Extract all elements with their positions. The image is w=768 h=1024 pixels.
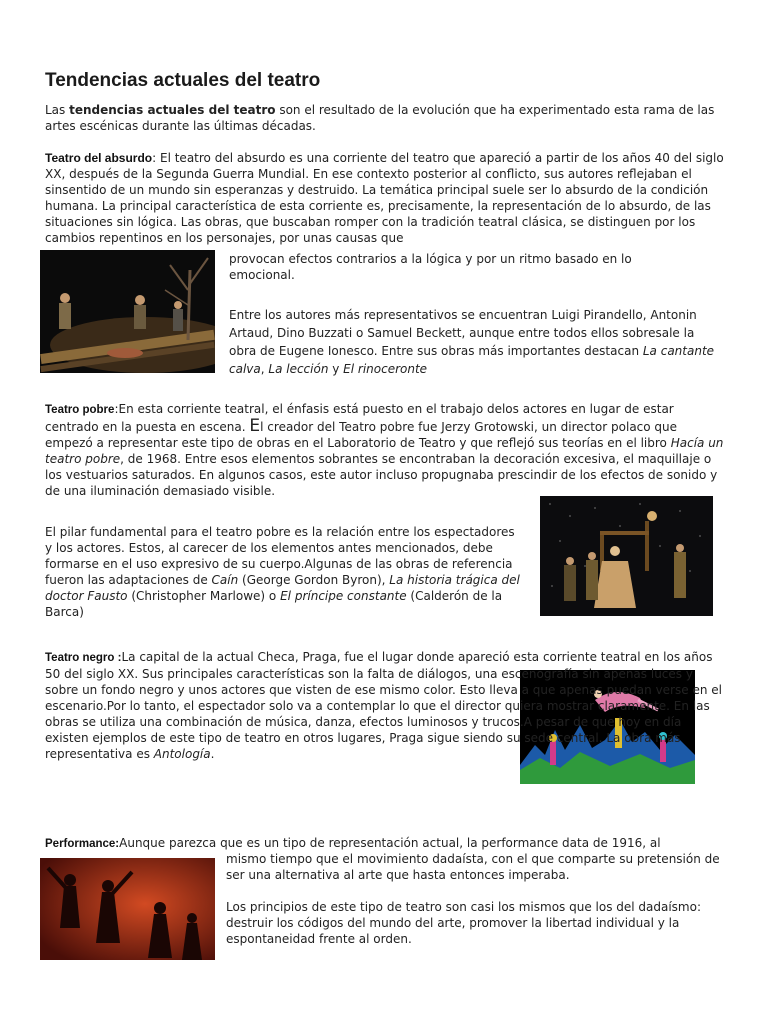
absurdo-stage-photo xyxy=(40,250,215,373)
pobre-text-marlowe: (Christopher Marlowe) o xyxy=(127,589,281,603)
negro-heading: Teatro negro : xyxy=(45,652,122,664)
pobre-text-byron: (George Gordon Byron), xyxy=(238,573,390,587)
pobre-text-c: , de 1968. Entre esos elementos sobrantes se encontraban la decoración excesiva, el maquillaje o los vestuarios saturados. En algunos casos, este autor incluso propugnaba prescindir de los efectos de sonido y de una iluminación demasiado visible. xyxy=(45,452,718,498)
intro-lead: Las xyxy=(45,103,70,117)
work-el-rinoceronte: El rinoceronte xyxy=(343,362,428,376)
work-la-cantante-calva: La cantante calva xyxy=(229,344,715,376)
performance-dancers-photo xyxy=(40,858,215,960)
work-la-leccion: La lección xyxy=(268,362,329,376)
absurdo-paragraph-1 xyxy=(45,150,725,246)
book-title: Hacía un teatro pobre xyxy=(45,436,724,466)
absurdo-heading: Teatro del absurdo xyxy=(45,151,153,165)
work-doctor-fausto: La historia trágica del doctor Fausto xyxy=(45,573,520,603)
negro-text: La capital de la actual Checa, Praga, fue el lugar donde apareció esta corriente teatral en los años 50 del siglo XX. Sus principales características son la falta de diálogos, una escenografía sin apenas luces y sobre un fondo negro y unos actores que visten de ese mismo color. Esto lleva a que apenas puedan verse en el escenario.Por lo tanto, el espectador solo va a contemplar lo que el director quiera mostrar claramente. En las obras se utiliza una combinación de música, danza, efectos luminosos y trucos.A pesar de que hoy en día existen ejemplos de este tipo de teatro en otros lugares, Praga sigue siendo su sede central. La obra más representativa es xyxy=(45,650,722,761)
pobre-paragraph-2 xyxy=(45,524,525,620)
absurdo-authors-text: Entre los autores más representativos se encuentran Luigi Pirandello, Antonin Artaud, Dino Buzzati o Samuel Beckett, aunque entre todos ellos sobresale la obra de Eugene Ionesco. Entre sus obras más importantes destacan xyxy=(229,308,697,358)
performance-paragraph-2: Los principios de este tipo de teatro son casi los mismos que los del dadaísmo: destruir los códigos del mundo del arte, promover la libertad individual y la espontaneidad frente al orden. xyxy=(226,900,702,946)
work-principe-constante: El príncipe constante xyxy=(280,589,407,603)
negro-end-period: . xyxy=(210,747,215,761)
pobre-text-a: :En esta corriente teatral, el énfasis está puesto en el trabajo delos actores en lugar de estar centrado en la puesta en escena. xyxy=(45,402,674,434)
intro-rest: son el resultado de la evolución que ha experimentado esta rama de las artes escénicas durante las últimas décadas. xyxy=(45,103,715,133)
page-title: Tendencias actuales del teatro xyxy=(45,70,321,91)
performance-text-b: mismo tiempo que el movimiento dadaísta, con el que comparte su pretensión de ser una alternativa al arte que hasta entonces imperaba. xyxy=(226,852,720,882)
work-cain: Caín xyxy=(211,573,239,587)
pobre-text-calderon: (Calderón de la Barca) xyxy=(45,589,503,619)
performance-paragraph-1 xyxy=(45,835,745,852)
absurdo-text: : El teatro del absurdo es una corriente del teatro que apareció a partir de los años 40 del siglo XX, después de la Segunda Guerra Mundial. En ese contexto posterior al conflicto, sus autores reflejaban el sinsentido de un mundo sin esperanzas y destruido. La temática principal suele ser lo absurdo de la condición humana. La principal característica de esta corriente es, precisamente, la representación de lo absurdo, de las situaciones sin lógica. Las obras, que buscaban romper con la tradición teatral clásica, se distinguen por los cambios repentinos en los personajes, por unas causas que xyxy=(45,151,724,245)
pobre-text-b: l creador del Teatro pobre fue Jerzy Grotowski, un director polaco que empezó a representar este tipo de obras en el Laboratorio de Teatro y que reflejó sus teorías en el libro xyxy=(45,420,678,450)
separator: , xyxy=(260,362,269,376)
work-antologia: Antología xyxy=(153,747,211,761)
intro-paragraph xyxy=(45,102,725,134)
pobre-pilar-text: El pilar fundamental para el teatro pobre es la relación entre los espectadores y los actores. Estos, al carecer de los elementos antes mencionados, debe formarse en el uso expresivo de su cuerpo.Algunas de las obras de referencia fueron las adaptaciones de xyxy=(45,525,515,587)
pobre-heading: Teatro pobre xyxy=(45,404,115,416)
pobre-paragraph-1 xyxy=(45,401,725,499)
negro-paragraph xyxy=(45,649,725,762)
absurdo-text-continued: provocan efectos contrarios a la lógica y por un ritmo basado en lo emocional. xyxy=(229,252,632,282)
pobre-large-letter: E xyxy=(249,416,261,436)
intro-bold: tendencias actuales del teatro xyxy=(69,103,276,117)
absurdo-paragraph-2 xyxy=(229,306,724,378)
performance-text-a: Aunque parezca que es un tipo de representación actual, la performance data de 1916, al xyxy=(119,836,661,850)
performance-heading: Performance: xyxy=(45,838,120,850)
pobre-stage-photo xyxy=(540,496,713,616)
separator: y xyxy=(328,362,344,376)
